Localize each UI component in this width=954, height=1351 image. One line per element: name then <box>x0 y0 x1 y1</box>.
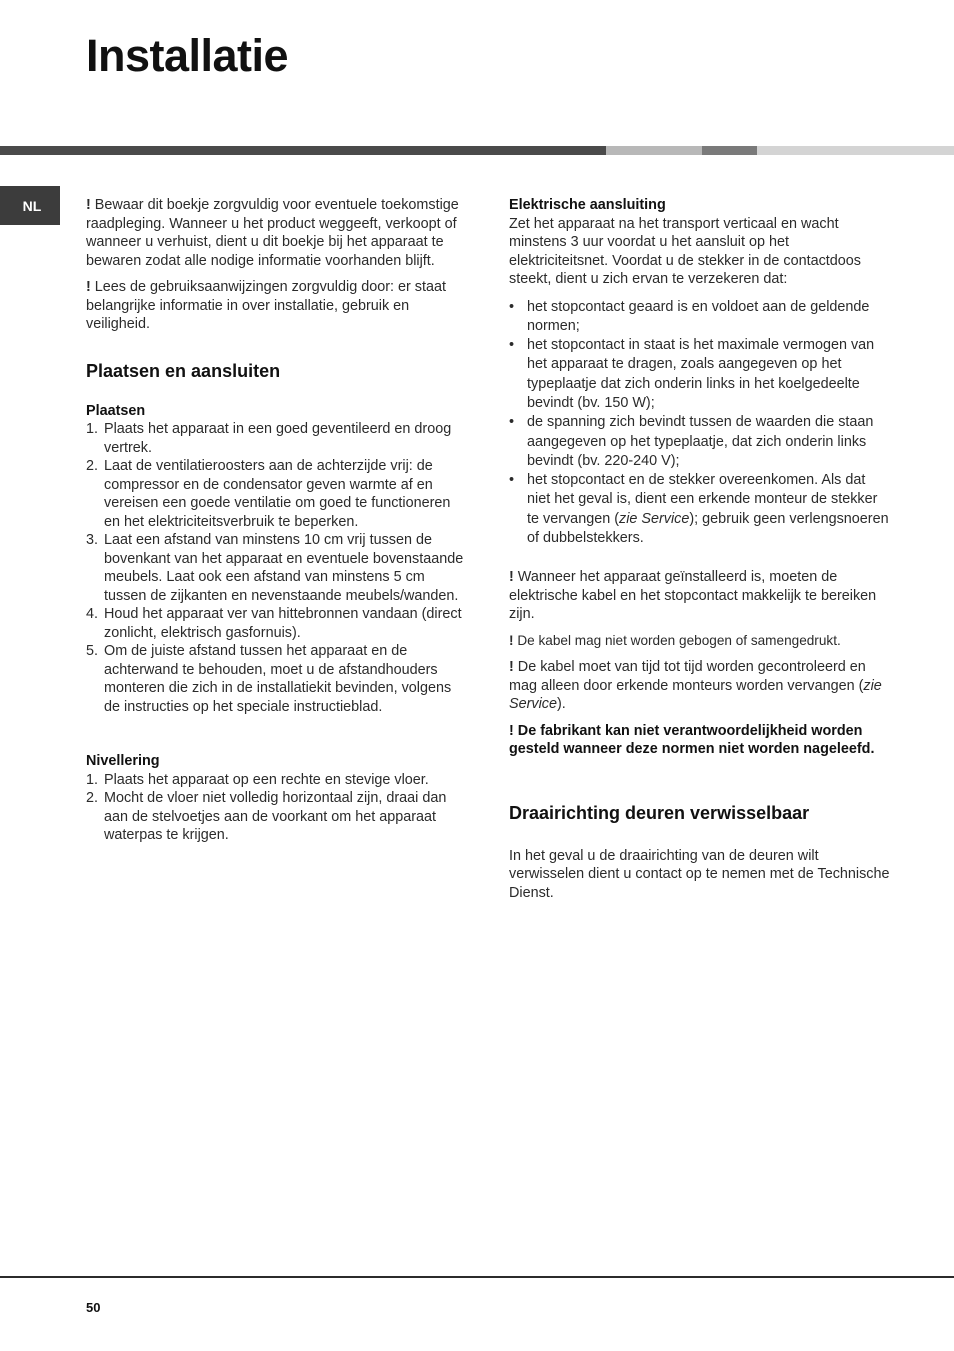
warning-cable-check <box>509 658 891 714</box>
warning-text: De kabel mag niet worden gebogen of samengedrukt. <box>517 632 841 648</box>
list-item <box>509 471 891 548</box>
item-text-italic: zie Service <box>619 510 690 527</box>
warning-text: Wanneer het apparaat geïnstalleerd is, moeten de elektrische kabel en het stopcontact makkelijk te bereiken zijn. <box>509 569 877 623</box>
exclamation-icon: ! <box>86 197 91 213</box>
list-item <box>86 789 468 845</box>
item-text: Plaats het apparaat op een rechte en stevige vloer. <box>104 771 429 788</box>
warning-text: ). <box>557 696 566 713</box>
item-text: Laat een afstand van minstens 10 cm vrij tussen de bovenkant van het apparaat en eventuele bovenstaande meubels. Laat ook een afstand van minstens 5 cm tussen de zijkanten en nevenstaande meubels/wanden. <box>104 532 464 604</box>
note-text: Bewaar dit boekje zorgvuldig voor eventuele toekomstige raadpleging. Wanneer u het product weggeeft, verkoopt of wanneer u verhuist, dient u dit boekje bij het apparaat te bewaren zodat alle nodige informatie voorhanden blijft. <box>86 197 459 269</box>
item-text: Plaats het apparaat in een goed geventileerd en droog vertrek. <box>104 421 452 456</box>
item-text: het stopcontact en de stekker overeenkomen. Als dat niet het geval is, dient een erkende monteur de stekker te vervangen ( <box>527 472 878 527</box>
nivellering-list <box>86 771 468 845</box>
elec-requirements-list <box>509 298 891 549</box>
page-number: 50 <box>86 1300 101 1315</box>
list-item <box>509 336 891 413</box>
item-text: de spanning zich bevindt tussen de waarden die staan aangegeven op het typeplaatje, dat zich onderin links bevindt (bv. 220-240 V); <box>527 414 874 469</box>
exclamation-icon: ! <box>509 722 514 739</box>
list-item <box>86 771 468 790</box>
language-tab: NL <box>0 186 60 225</box>
warning-cable-accessible <box>509 568 891 624</box>
list-item <box>509 298 891 337</box>
header-bar-segment-3 <box>702 146 757 155</box>
item-text: Houd het apparaat ver van hittebronnen vandaan (direct zonlicht, elektrisch gasfornuis). <box>104 606 462 641</box>
note-read-instructions <box>86 278 468 334</box>
exclamation-icon: ! <box>509 659 514 676</box>
warning-text: De kabel moet van tijd tot tijd worden gecontroleerd en mag alleen door erkende monteurs worden vervangen ( <box>509 659 866 694</box>
list-item <box>86 642 468 716</box>
exclamation-icon: ! <box>509 632 514 648</box>
page-title: Installatie <box>86 30 289 81</box>
item-number: 3. <box>86 532 99 548</box>
item-text: Mocht de vloer niet volledig horizontaal zijn, draai dan aan de stelvoetjes aan de voorkant om het apparaat waterpas te krijgen. <box>104 790 447 843</box>
item-number: 1. <box>86 421 99 437</box>
warning-manufacturer-liability <box>509 722 891 759</box>
note-keep-booklet <box>86 196 468 270</box>
item-text: het stopcontact in staat is het maximale vermogen van het apparaat te dragen, zoals aangegeven op het typeplaatje dat zich onderin links in het koelgedeelte bevindt (bv. 150 W); <box>527 337 875 411</box>
bullet-icon: • <box>509 414 515 431</box>
subsection-title-nivellering: Nivellering <box>86 753 160 769</box>
item-text: ); gebruik geen verlengsnoeren of dubbelstekkers. <box>527 510 889 547</box>
bullet-icon: • <box>509 298 515 315</box>
bullet-icon: • <box>509 337 515 354</box>
door-text: In het geval u de draairichting van de deuren wilt verwisselen dient u contact op te nemen met de Technische Dienst. <box>509 847 890 901</box>
list-item <box>86 605 468 642</box>
warning-text-italic: zie Service <box>509 677 882 713</box>
list-item <box>86 457 468 531</box>
warning-cable-bent <box>509 632 891 651</box>
item-text: Laat de ventilatieroosters aan de achterzijde vrij: de compressor en de condensator geven warmte af en vereisen een goede ventilatie om goed te functioneren en het elektriciteitsverbruik te beperken. <box>104 458 451 530</box>
list-item <box>509 413 891 471</box>
list-item <box>86 531 468 605</box>
left-column <box>86 196 468 845</box>
header-bar-segment-1 <box>0 146 606 155</box>
exclamation-icon: ! <box>86 279 91 295</box>
list-item <box>86 420 468 457</box>
right-column <box>509 196 891 902</box>
elec-intro: Zet het apparaat na het transport verticaal en wacht minstens 3 uur voordat u het aansluit op het elektriciteitsnet. Voordat u de stekker in de contactdoos steekt, dient u zich ervan te verzekeren dat: <box>509 215 861 287</box>
item-number: 4. <box>86 606 99 622</box>
bullet-icon: • <box>509 472 515 489</box>
item-text: Om de juiste afstand tussen het apparaat en de achterwand te behouden, moet u de afstandhouders monteren die zich in de installatiekit bevinden, volgens de instructies op het speciale instructieblad. <box>104 643 452 715</box>
header-bar-segment-2 <box>606 146 702 155</box>
warning-text: De fabrikant kan niet verantwoordelijkheid worden gesteld wanneer deze normen niet worden nageleefd. <box>509 722 875 758</box>
note-text: Lees de gebruiksaanwijzingen zorgvuldig door: er staat belangrijke informatie in over installatie, gebruik en veiligheid. <box>86 279 446 332</box>
section-title-draairichting: Draairichting deuren verwisselbaar <box>509 802 810 823</box>
item-text: het stopcontact geaard is en voldoet aan de geldende normen; <box>527 298 870 334</box>
item-number: 1. <box>86 771 99 788</box>
subsection-title-plaatsen: Plaatsen <box>86 402 146 419</box>
header-bar-segment-4 <box>757 146 954 155</box>
exclamation-icon: ! <box>509 569 514 586</box>
section-title-plaatsen-aansluiten: Plaatsen en aansluiten <box>86 360 281 381</box>
footer-divider <box>0 1276 954 1278</box>
plaatsen-list <box>86 420 468 716</box>
item-number: 5. <box>86 643 99 659</box>
item-number: 2. <box>86 790 99 806</box>
subsection-title-elektrische-aansluiting: Elektrische aansluiting <box>509 197 666 213</box>
item-number: 2. <box>86 458 99 474</box>
